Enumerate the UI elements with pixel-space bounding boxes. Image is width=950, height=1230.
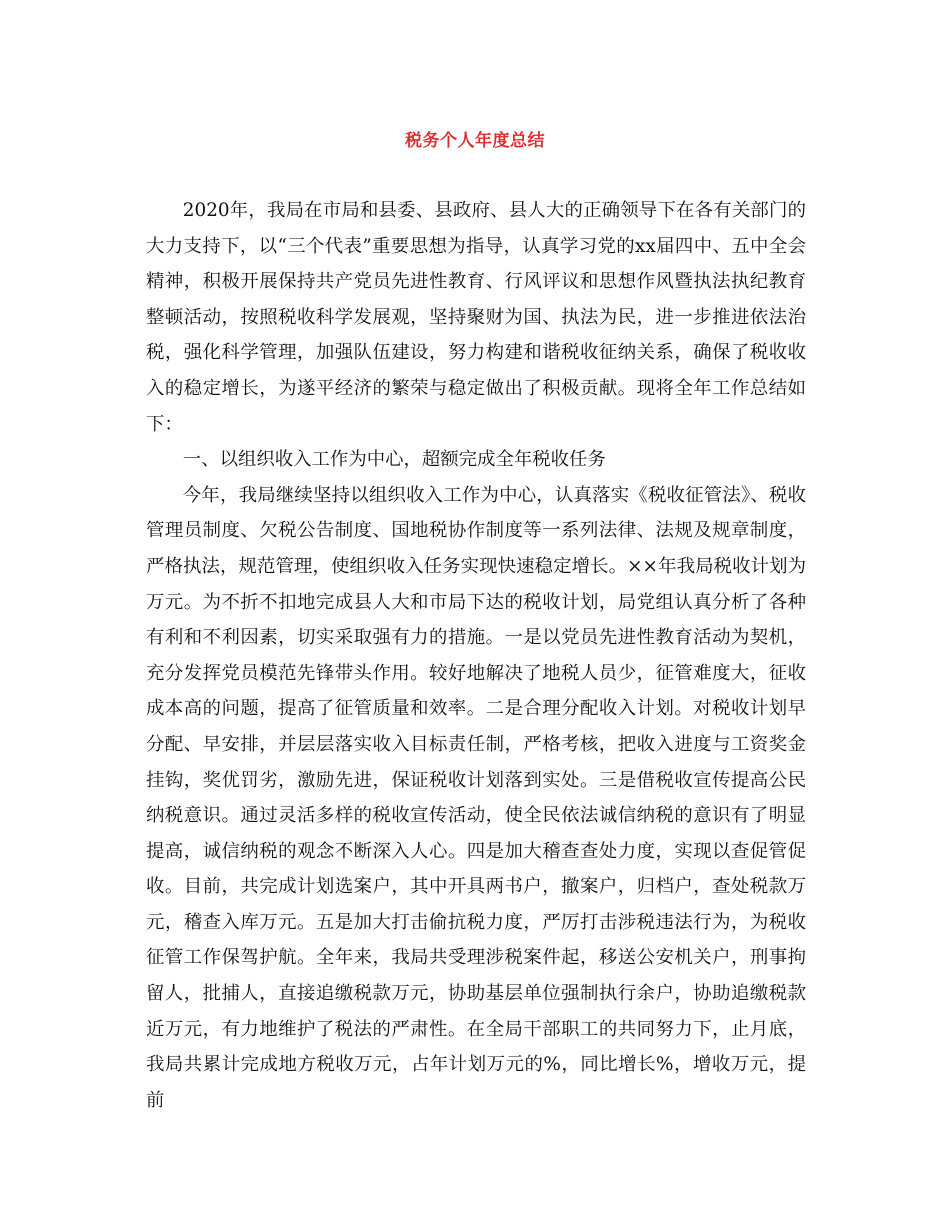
paragraph-section-1: 今年，我局继续坚持以组织收入工作为中心，认真落实《税收征管法》、税收管理员制度、欠税公告制度、国地税协作制度等一系列法律、法规及规章制度，严格执法，规范管理，使组织收入任务实现快速稳定增长。××年我局税收计划为万元。为不折不扣地完成县人大和市局下达的税收计划，局党组认真分析了各种有利和不利因素，切实采取强有力的措施。一是以党员先进性教育活动为契机，充分发挥党员模范先锋带头作用。较好地解决了地税人员少，征管难度大，征收成本高的问题，提高了征管质量和效率。二是合理分配收入计划。对税收计划早分配、早安排，并层层落实收入目标责任制，严格考核，把收入进度与工资奖金挂钩，奖优罚劣，激励先进，保证税收计划落到实处。三是借税收宣传提高公民纳税意识。通过灵活多样的税收宣传活动，使全民依法诚信纳税的意识有了明显提高，诚信纳税的观念不断深入人心。四是加大稽查查处力度，实现以查促管促收。目前，共完成计划选案户，其中开具两书户，撤案户，归档户，查处税款万元，稽查入库万元。五是加大打击偷抗税力度，严厉打击涉税违法行为，为税收征管工作保驾护航。全年来，我局共受理涉税案件起，移送公安机关户，刑事拘留人，批捕人，直接追缴税款万元，协助基层单位强制执行余户，协助追缴税款近万元，有力地维护了税法的严肃性。在全局干部职工的共同努力下，止月底，我局共累计完成地方税收万元，占年计划万元的%，同比增长%，增收万元，提前 xyxy=(146,484,806,1111)
document-title: 税务个人年度总结 xyxy=(405,131,545,151)
section-heading-1: 一、以组织收入工作为中心，超额完成全年税收任务 xyxy=(182,449,606,471)
document-body xyxy=(146,193,806,1118)
paragraph-intro: 2020年，我局在市局和县委、县政府、县人大的正确领导下在各有关部门的大力支持下，以“三个代表”重要思想为指导，认真学习党的xx届四中、五中全会精神，积极开展保持共产党员先进性教育、行风评议和思想作风暨执法执纪教育整顿活动，按照税收科学发展观，坚持聚财为国、执法为民，进一步推进依法治税，强化科学管理，加强队伍建设，努力构建和谐税收征纳关系，确保了税收收入的稳定增长，为遂平经济的繁荣与稳定做出了积极贡献。现将全年工作总结如下： xyxy=(146,200,806,435)
